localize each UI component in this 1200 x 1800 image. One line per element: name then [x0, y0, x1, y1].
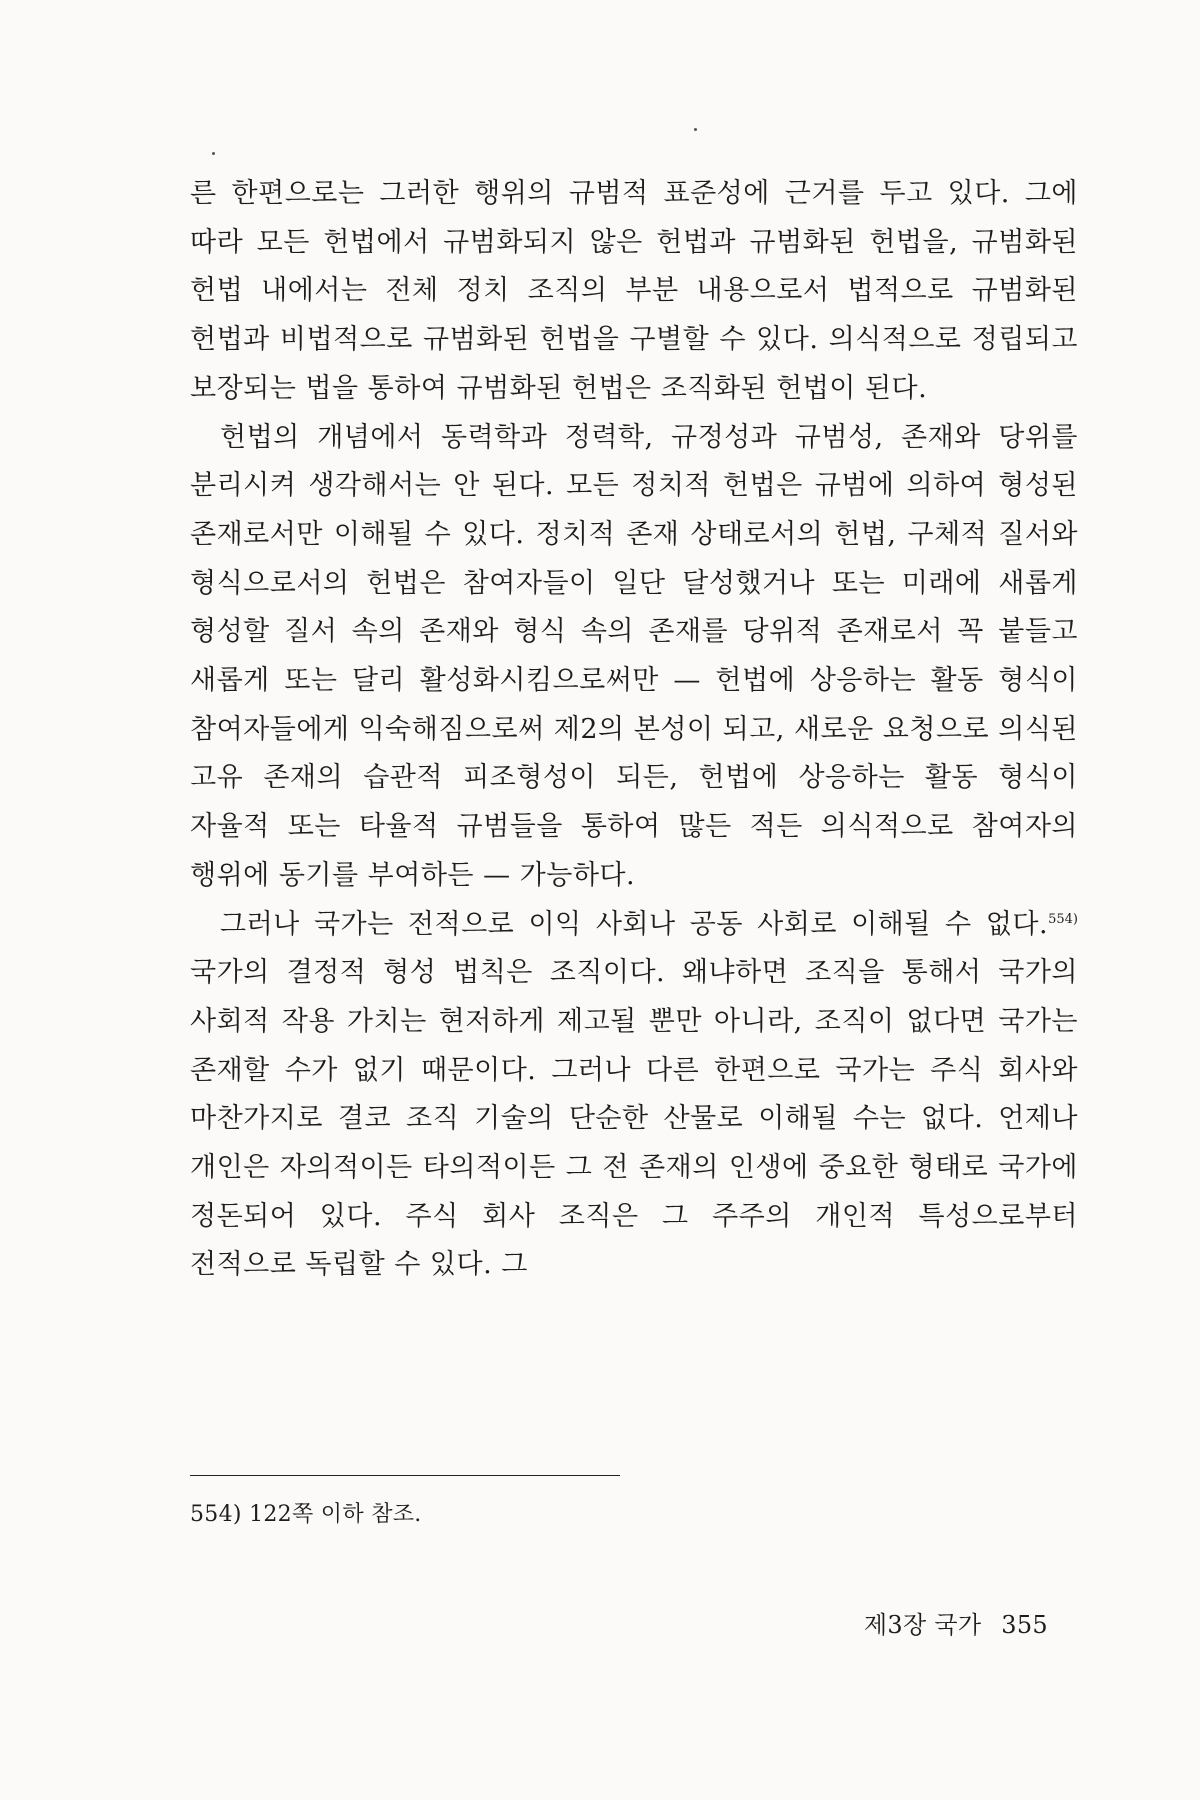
paragraph: 른 한편으로는 그러한 행위의 규범적 표준성에 근거를 두고 있다. 그에 따라 모든 헌법에서 규범화되지 않은 헌법과 규범화된 헌법을, 규범화된 헌법 내에서는 전체 정치 조직의 부분 내용으로서 법적으로 규범화된 헌법과 비법적으로 규범화된 헌법을 구별할 수 있다. 의식적으로 정립되고 보장되는 법을 통하여 규범화된 헌법은 조직화된 헌법이 된다.: [190, 178, 1078, 404]
paragraph-text: 그러나 국가는 전적으로 이익 사회나 공동 사회로 이해될 수 없다.: [220, 908, 1049, 940]
page-number: 355: [1001, 1611, 1048, 1639]
page-footer: [864, 1610, 1048, 1640]
paragraph-text: 국가의 결정적 형성 법칙은 조직이다. 왜냐하면 조직을 통해서 국가의 사회적 작용 가치는 현저하게 제고될 뿐만 아니라, 조직이 없다면 국가는 존재할 수가 없기 때문이다. 그러나 다른 한편으로 국가는 주식 회사와 마찬가지로 결코 조직 기술의 단순한 산물로 이해될 수는 없다. 언제나 개인은 자의적이든 타의적이든 그 전 존재의 인생에 중요한 형태로 국가에 정돈되어 있다. 주식 회사 조직은 그 주주의 개인적 특성으로부터 전적으로 독립할 수 있다. 그: [190, 957, 1078, 1281]
scan-speck: [212, 152, 215, 155]
footnote-divider: [190, 1475, 620, 1476]
scan-speck: [694, 128, 697, 131]
paragraph: 헌법의 개념에서 동력학과 정력학, 규정성과 규범성, 존재와 당위를 분리시켜 생각해서는 안 된다. 모든 정치적 헌법은 규범에 의하여 형성된 존재로서만 이해될 수 있다. 정치적 존재 상태로서의 헌법, 구체적 질서와 형식으로서의 헌법은 참여자들이 일단 달성했거나 또는 미래에 새롭게 형성할 질서 속의 존재와 형식 속의 존재를 당위적 존재로서 꼭 붙들고 새롭게 또는 달리 활성화시킴으로써만 — 헌법에 상응하는 활동 형식이 참여자들에게 익숙해짐으로써 제2의 본성이 되고, 새로운 요청으로 의식된 고유 존재의 습관적 피조형성이 되든, 헌법에 상응하는 활동 형식이 자율적 또는 타율적 규범들을 통하여 많든 적든 의식적으로 참여자의 행위에 동기를 부여하든 — 가능하다.: [190, 421, 1078, 891]
footnote: 554) 122쪽 이하 참조.: [190, 1502, 422, 1527]
body-text: [190, 170, 1078, 1290]
paragraph: [190, 901, 1078, 1291]
chapter-title: 제3장 국가: [863, 1611, 982, 1639]
footnote-reference[interactable]: 554): [1048, 911, 1078, 927]
